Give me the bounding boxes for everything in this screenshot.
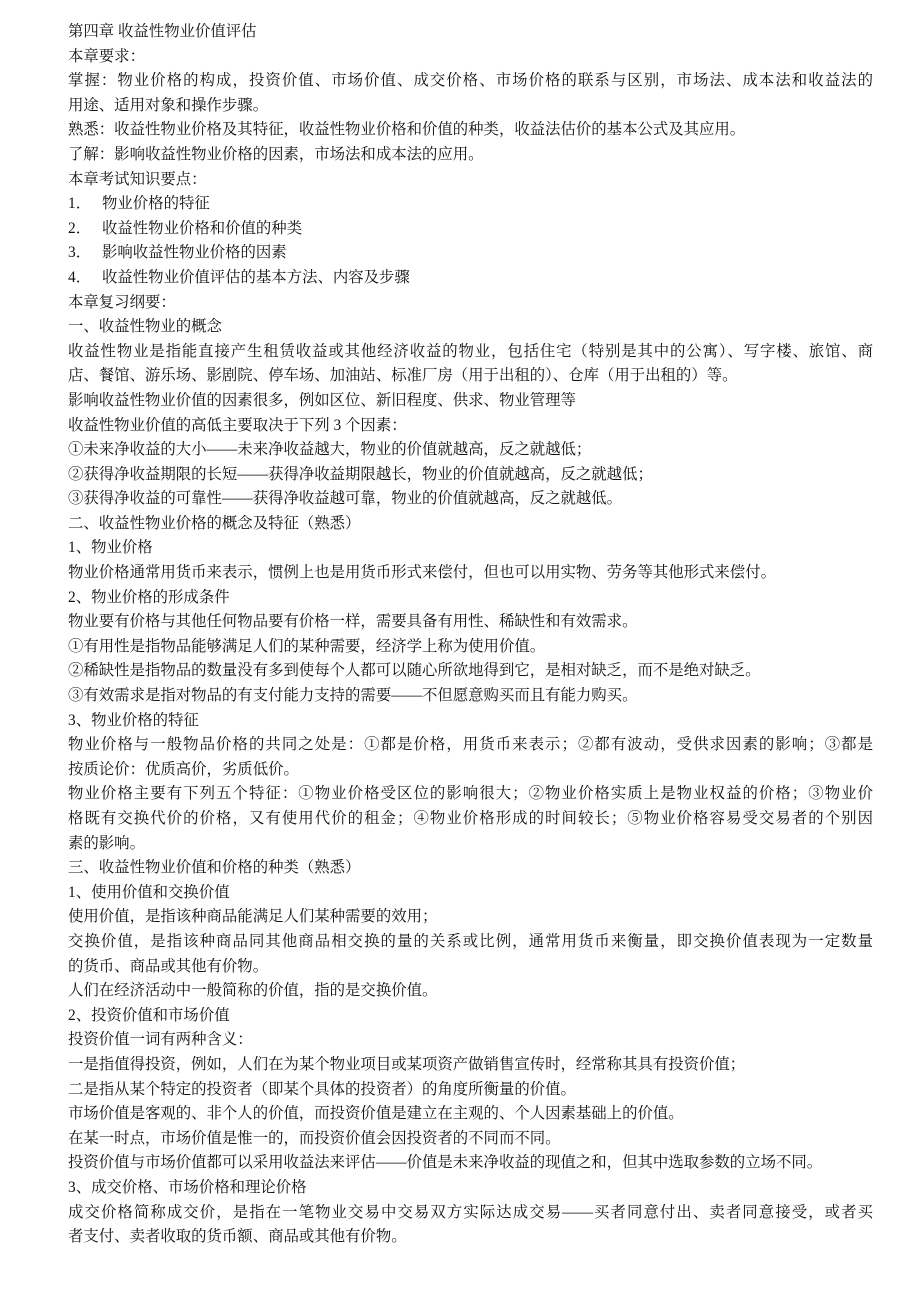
text-line: ①有用性是指物品能够满足人们的某种需要，经济学上称为使用价值。 [68, 637, 546, 655]
requirement-familiar: 熟悉：收益性物业价格及其特征，收益性物业价格和价值的种类，收益法估价的基本公式及其应用。 [68, 121, 746, 139]
text-line: ③有效需求是指对物品的有支付能力支持的需要——不但愿意购买而且有能力购买。 [68, 687, 638, 705]
key-point-number: 2． [68, 219, 92, 237]
text-line: 收益性物业是指能直接产生租赁收益或其他经济收益的物业，包括住宅（特别是其中的公寓）、写字楼、旅馆、商 [68, 342, 873, 360]
key-point-text: 收益性物业价值评估的基本方法、内容及步骤 [102, 268, 410, 286]
key-point-number: 3． [68, 244, 92, 262]
text-line: ③获得净收益的可靠性——获得净收益越可靠，物业的价值就越高，反之就越低。 [68, 490, 623, 508]
document-page [68, 20, 873, 1250]
text-line: 影响收益性物业价值的因素很多，例如区位、新旧程度、供求、物业管理等 [68, 391, 576, 409]
text-line: 人们在经济活动中一般简称的价值，指的是交换价值。 [68, 982, 438, 1000]
text-line: 使用价值，是指该种商品能满足人们某种需要的效用； [68, 908, 438, 926]
text-line: 物业要有价格与其他任何物品要有价格一样，需要具备有用性、稀缺性和有效需求。 [68, 613, 638, 631]
text-line: 物业价格与一般物品价格的共同之处是：①都是价格，用货币来表示；②都有波动，受供求因素的影响；③都是 [68, 736, 873, 754]
text-line: 的货币、商品或其他有价物。 [68, 957, 269, 975]
key-point-item [68, 241, 873, 266]
text-line: 二是指从某个特定的投资者（即某个具体的投资者）的角度所衡量的价值。 [68, 1080, 576, 1098]
text-line: 物业价格通常用货币来表示，惯例上也是用货币形式来偿付，但也可以用实物、劳务等其他形式来偿付。 [68, 564, 776, 582]
text-line: 者支付、卖者收取的货币额、商品或其他有价物。 [68, 1228, 407, 1246]
requirement-master-line: 用途、适用对象和操作步骤。 [68, 96, 269, 114]
requirements-heading: 本章要求： [68, 47, 145, 65]
key-point-item [68, 192, 873, 217]
key-point-item [68, 217, 873, 242]
text-line: 收益性物业价值的高低主要取决于下列 3 个因素： [68, 416, 407, 434]
text-line: 1、物业价格 [68, 539, 153, 557]
outline-heading: 本章复习纲要： [68, 293, 176, 311]
text-line: 1、使用价值和交换价值 [68, 883, 230, 901]
key-point-number: 1． [68, 195, 92, 213]
text-line: 店、餐馆、游乐场、影剧院、停车场、加油站、标准厂房（用于出租的）、仓库（用于出租的）等。 [68, 367, 738, 385]
text-line: 一、收益性物业的概念 [68, 318, 222, 336]
text-line: 2、投资价值和市场价值 [68, 1006, 230, 1024]
text-line: 成交价格简称成交价，是指在一笔物业交易中交易双方实际达成交易——买者同意付出、卖者同意接受，或者买 [68, 1203, 873, 1221]
text-line: 物业价格主要有下列五个特征：①物业价格受区位的影响很大；②物业价格实质上是物业权益的价格；③物业价 [68, 785, 873, 803]
text-line: 交换价值，是指该种商品同其他商品相交换的量的关系或比例，通常用货币来衡量，即交换价值表现为一定数量 [68, 932, 873, 950]
text-line: 2、物业价格的形成条件 [68, 588, 230, 606]
text-line: 3、成交价格、市场价格和理论价格 [68, 1178, 307, 1196]
text-line: ①未来净收益的大小——未来净收益越大，物业的价值就越高，反之就越低； [68, 441, 592, 459]
text-line: 三、收益性物业价值和价格的种类（熟悉） [68, 859, 361, 877]
text-line: ②获得净收益期限的长短——获得净收益期限越长，物业的价值就越高，反之就越低； [68, 465, 653, 483]
key-point-text: 收益性物业价格和价值的种类 [102, 219, 303, 237]
key-point-text: 影响收益性物业价格的因素 [102, 244, 287, 262]
key-point-item [68, 266, 873, 291]
requirement-understand: 了解：影响收益性物业价格的因素，市场法和成本法的应用。 [68, 145, 484, 163]
chapter-title: 第四章 收益性物业价值评估 [68, 23, 257, 40]
text-line: 投资价值与市场价值都可以采用收益法来评估——价值是未来净收益的现值之和，但其中选取参数的立场不同。 [68, 1154, 823, 1172]
key-point-text: 物业价格的特征 [102, 195, 210, 213]
text-line: 素的影响。 [68, 834, 145, 852]
text-line: 格既有交换代价的价格，又有使用代价的租金；④物业价格形成的时间较长；⑤物业价格容易受交易者的个别因 [68, 810, 873, 827]
text-line: 按质论价：优质高价，劣质低价。 [68, 760, 299, 778]
text-line: 投资价值一词有两种含义： [68, 1031, 253, 1049]
text-line: 3、物业价格的特征 [68, 711, 199, 729]
text-line: ②稀缺性是指物品的数量没有多到使每个人都可以随心所欲地得到它，是相对缺乏，而不是绝对缺乏。 [68, 662, 761, 680]
text-line: 二、收益性物业价格的概念及特征（熟悉） [68, 514, 361, 532]
outline-body [68, 315, 873, 1250]
key-point-number: 4． [68, 268, 92, 286]
requirement-master-line: 掌握：物业价格的构成，投资价值、市场价值、成交价格、市场价格的联系与区别，市场法、成本法和收益法的 [68, 72, 873, 90]
key-points-heading: 本章考试知识要点： [68, 170, 207, 188]
text-line: 在某一时点，市场价值是惟一的，而投资价值会因投资者的不同而不同。 [68, 1129, 561, 1147]
text-line: 一是指值得投资，例如，人们在为某个物业项目或某项资产做销售宣传时，经常称其具有投资价值； [68, 1055, 746, 1073]
text-line: 市场价值是客观的、非个人的价值，而投资价值是建立在主观的、个人因素基础上的价值。 [68, 1105, 684, 1123]
